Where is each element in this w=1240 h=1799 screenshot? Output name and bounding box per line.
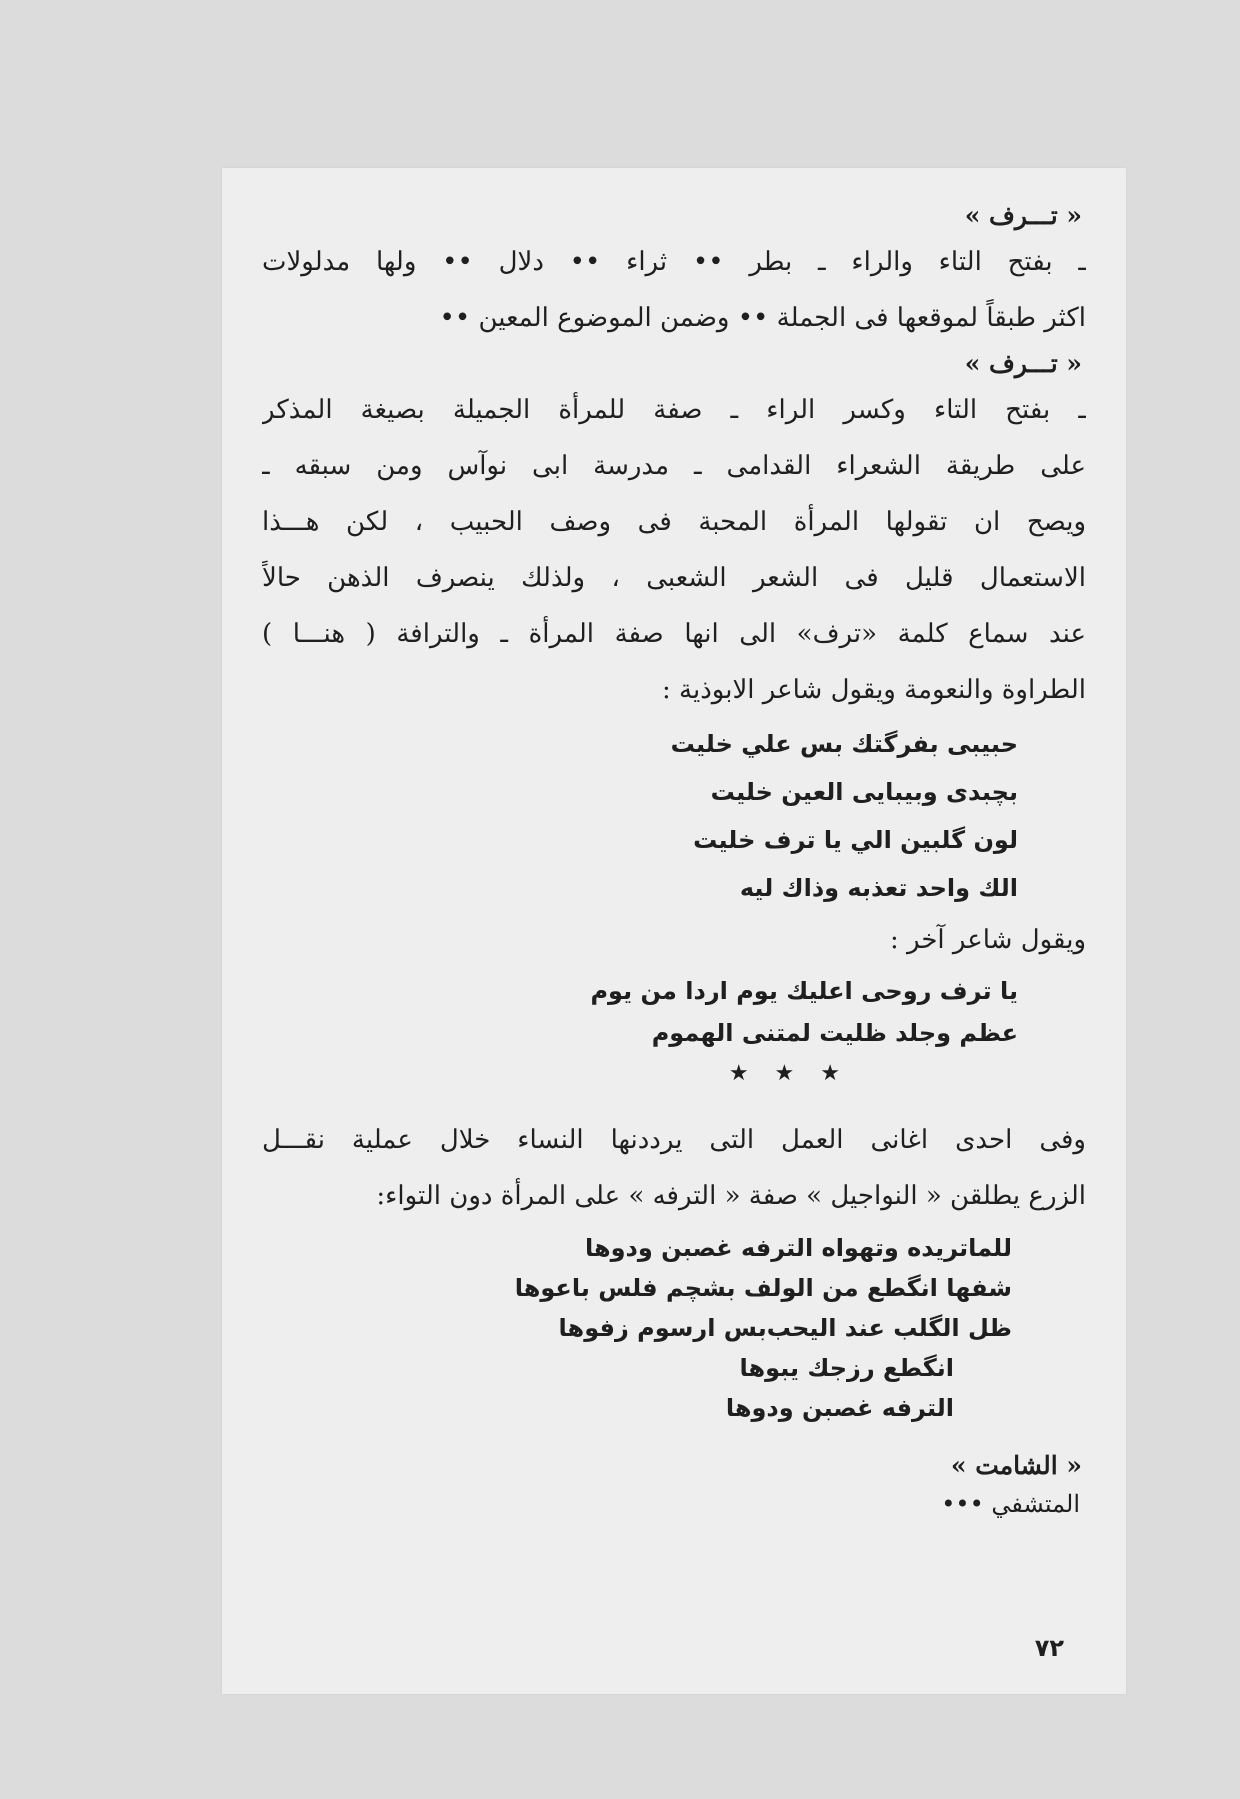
poem-verse-line: عظم وجلد ظليت لمتنى الهموم — [651, 1019, 1018, 1047]
poem-verse-line: بچبدى وبيبايى العين خليت — [710, 778, 1018, 806]
paragraph-line: وفى احدى اغانى العمل التى يرددنها النساء خلال عملية نقـــل — [262, 1125, 1086, 1155]
entry-heading-taraf-2: « تـــرف » — [964, 349, 1082, 378]
paragraph-line: الزرع يطلقن « النواجيل » صفة « الترفه » على المرأة دون التواء: — [376, 1181, 1086, 1211]
poem-verse-line: حبيبى بفرگتك بس علي خليت — [670, 730, 1018, 758]
poem-verse-line: يا ترف روحى اعليك يوم اردا من يوم — [590, 977, 1018, 1005]
section-divider-stars: ★★★ — [728, 1061, 866, 1086]
page-content — [262, 198, 1086, 1524]
spacer — [262, 1094, 1086, 1112]
poem-verse-line: ظل الگلب عند اليحب‌بس ارسوم زفوها — [558, 1314, 1012, 1342]
paragraph-line: ويقول شاعر آخر : — [889, 925, 1086, 955]
entry-heading-shamit: « الشامت » — [950, 1451, 1082, 1480]
paragraph-line: ـ بفتح التاء والراء ـ بطر •• ثراء •• دلال •• ولها مدلولات — [262, 247, 1086, 277]
poem-verse-line: شفها انگطع من الولف بشچم فلس باعوها — [514, 1274, 1012, 1302]
paragraph-line: الطراوة والنعومة ويقول شاعر الابوذية : — [662, 675, 1086, 705]
paragraph-line: على طريقة الشعراء القدامى ـ مدرسة ابى نوآس ومن سبقه ـ — [262, 451, 1086, 481]
paragraph-line: عند سماع كلمة «ترف» الى انها صفة المرأة ـ والترافة ( هنـــا ) — [262, 619, 1086, 649]
paragraph-line: المتشفي ••• — [941, 1490, 1080, 1518]
poem-verse-block-work-song — [262, 1228, 1012, 1428]
poem-verse-line: الك واحد تعذبه وذاك ليه — [739, 874, 1018, 902]
poem-verse-line: لون گلبين الي يا ترف خليت — [693, 826, 1018, 854]
book-page — [222, 168, 1126, 1694]
poem-verse-block-other-poet — [262, 970, 1018, 1054]
spacer — [262, 1428, 1086, 1448]
paragraph-line: ـ بفتح التاء وكسر الراء ـ صفة للمرأة الجميلة بصيغة المذكر — [262, 395, 1086, 425]
poem-verse-line: للماتريده وتهواه الترفه غصبن ودوها — [584, 1234, 1012, 1262]
paragraph-line: الاستعمال قليل فى الشعر الشعبى ، ولذلك ينصرف الذهن حالاً — [262, 563, 1086, 593]
page-number: ٧٢ — [1034, 1634, 1064, 1662]
paragraph-line: اكثر طبقاً لموقعها فى الجملة •• وضمن الموضوع المعين •• — [439, 303, 1086, 333]
paragraph-line: ويصح ان تقولها المرأة المحبة فى وصف الحبيب ، لكن هـــذا — [262, 507, 1086, 537]
entry-heading-taraf-1: « تـــرف » — [964, 201, 1082, 230]
poem-verse-block-abudhiya — [262, 720, 1018, 912]
poem-verse-line: انگطع رزجك يبوها — [739, 1354, 954, 1382]
poem-verse-line: الترفه غصبن ودوها — [725, 1394, 954, 1422]
